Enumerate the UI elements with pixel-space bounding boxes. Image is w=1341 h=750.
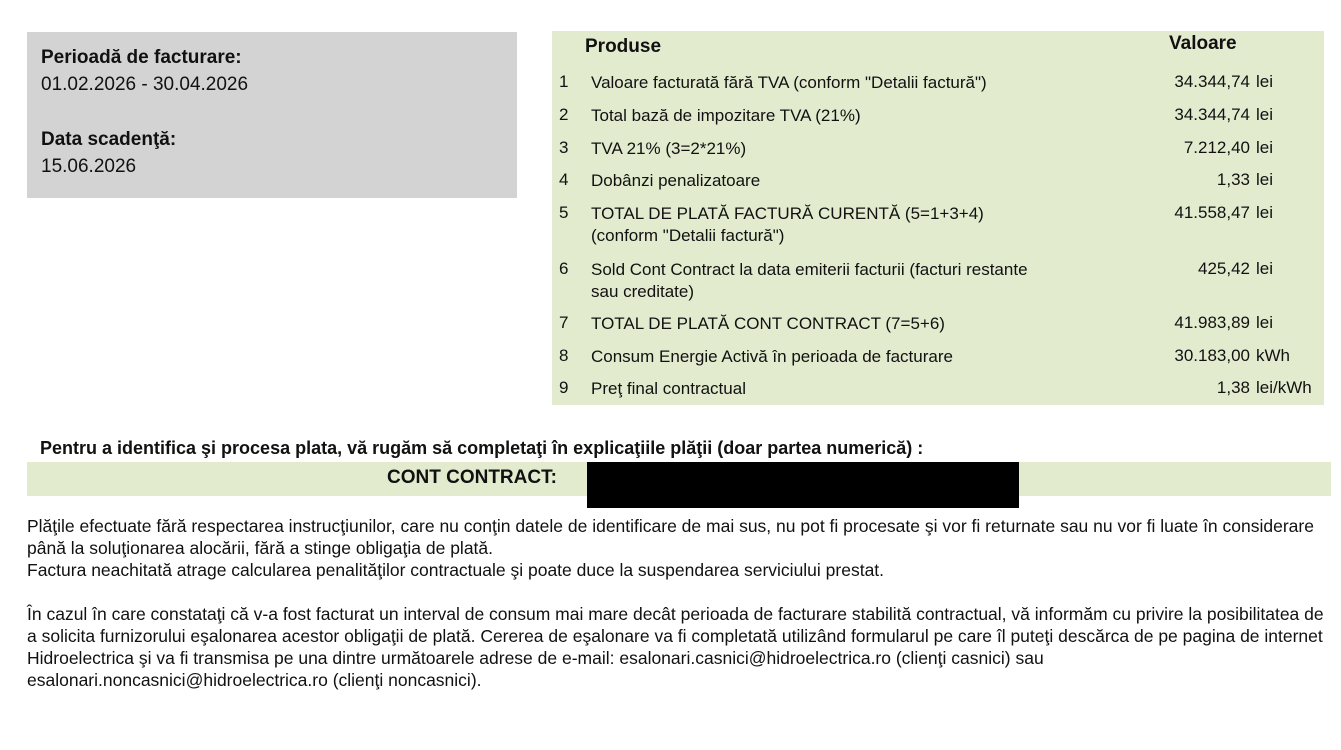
row-description: Preţ final contractual (591, 379, 746, 398)
payment-notes (27, 515, 1327, 691)
note-paragraph: Plăţile efectuate fără respectarea instrucţiunilor, care nu conţin datele de identificare de mai sus, nu pot fi procesate şi vor fi returnate sau nu vor fi luate în considerare până la soluţionarea alocării, fără a stinge obligaţia de plată. (27, 516, 1314, 558)
contract-account-label: CONT CONTRACT: (387, 467, 557, 488)
row-unit: lei (1256, 203, 1274, 222)
row-unit: lei (1256, 138, 1274, 157)
row-amount: 41.983,89 (1174, 313, 1250, 332)
due-date-label: Data scadenţă: (41, 129, 177, 150)
row-description: Total bază de impozitare TVA (21%) (591, 106, 861, 125)
row-amount: 425,42 (1198, 259, 1250, 278)
row-description: TOTAL DE PLATĂ CONT CONTRACT (7=5+6) (591, 314, 945, 333)
row-amount: 34.344,74 (1174, 105, 1250, 124)
row-number: 5 (559, 203, 569, 222)
products-table (552, 31, 1324, 405)
products-header: Produse (585, 36, 662, 57)
row-unit: lei (1256, 259, 1274, 278)
row-unit: lei/kWh (1256, 378, 1312, 397)
row-amount: 34.344,74 (1174, 72, 1250, 91)
row-number: 9 (559, 378, 569, 397)
row-number: 1 (559, 72, 569, 91)
row-amount: 1,38 (1216, 378, 1250, 397)
row-description: Sold Cont Contract la data emiterii facturii (facturi restante sau creditate) (591, 260, 1028, 301)
value-header: Valoare (1169, 33, 1237, 54)
row-number: 2 (559, 105, 569, 124)
row-description: TVA 21% (3=2*21%) (591, 139, 747, 158)
billing-period-box (27, 32, 517, 198)
row-unit: lei (1256, 313, 1274, 332)
paragraph-spacer (27, 581, 1327, 603)
due-date-value: 15.06.2026 (41, 156, 137, 177)
billing-period-label: Perioadă de facturare: (41, 47, 242, 68)
row-amount: 41.558,47 (1174, 203, 1250, 222)
row-number: 7 (559, 313, 569, 332)
row-description: Consum Energie Activă în perioada de facturare (591, 347, 953, 366)
row-unit: lei (1256, 72, 1274, 91)
payment-instruction: Pentru a identifica şi procesa plata, vă rugăm să completaţi în explicaţiile plăţii (doar partea numerică) : (40, 438, 924, 458)
note-paragraph: Factura neachitată atrage calcularea penalităţilor contractuale şi poate duce la suspendarea serviciului prestat. (27, 560, 885, 580)
row-amount: 1,33 (1216, 170, 1250, 189)
row-unit: kWh (1256, 346, 1290, 365)
row-description: Valoare facturată fără TVA (conform "Detalii factură") (591, 73, 987, 92)
row-description: Dobânzi penalizatoare (591, 171, 761, 190)
row-unit: lei (1256, 105, 1274, 124)
row-amount: 7.212,40 (1183, 138, 1250, 157)
contract-account-bar (27, 462, 1331, 496)
redacted-contract-number (587, 462, 1019, 508)
row-number: 8 (559, 346, 569, 365)
note-paragraph: În cazul în care constataţi că v-a fost facturat un interval de consum mai mare decât perioada de facturare stabilită contractual, vă informăm cu privire la posibilitatea de a solicita furnizorului eşalonarea acestor obligaţii de plată. Cererea de eşalonare va fi completată utilizând formularul pe care îl puteţi descărca de pe pagina de internet Hidroelectrica şi va fi transmisa pe una dintre următoarele adrese de e-mail: esalonari.casnici@hidroelectrica.ro (clienţi casnici) sau esalonari.noncasnici@hidroelectrica.ro (clienţi noncasnici). (27, 604, 1324, 690)
row-amount: 30.183,00 (1174, 346, 1250, 365)
row-number: 6 (559, 259, 569, 278)
row-unit: lei (1256, 170, 1274, 189)
billing-period-value: 01.02.2026 - 30.04.2026 (41, 74, 249, 95)
row-description: TOTAL DE PLATĂ FACTURĂ CURENTĂ (5=1+3+4) (conform "Detalii factură") (591, 204, 984, 245)
row-number: 4 (559, 170, 569, 189)
row-number: 3 (559, 138, 569, 157)
